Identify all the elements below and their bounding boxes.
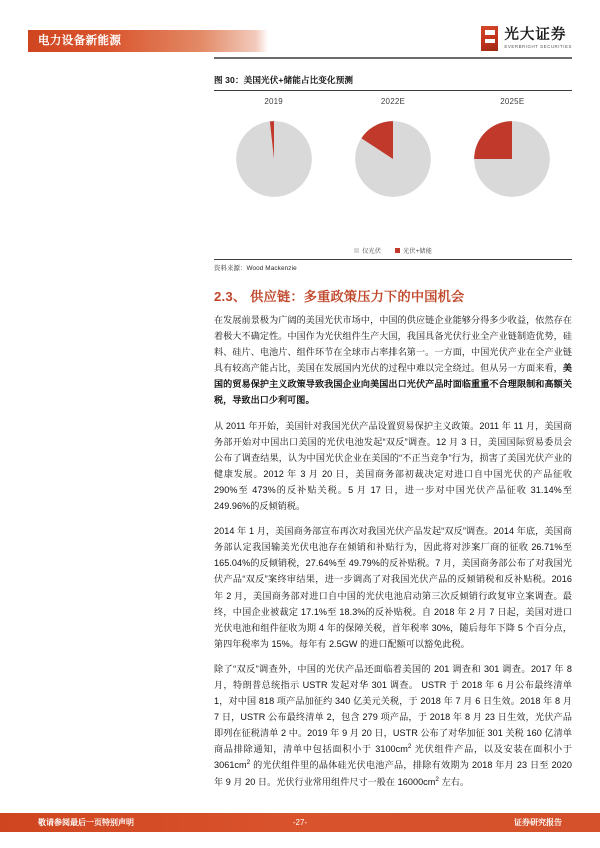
pie-panel-2022e bbox=[338, 97, 448, 203]
footer-page-number: -27- bbox=[292, 818, 308, 827]
footer-disclaimer: 敬请参阅最后一页特别声明 bbox=[38, 818, 134, 827]
legend-item-solar-storage bbox=[395, 246, 432, 255]
page-footer bbox=[0, 813, 600, 832]
header-category-label: 电力设备新能源 bbox=[38, 35, 122, 47]
figure-title: 图 30：美国光伏+储能占比变化预测 bbox=[214, 75, 354, 85]
legend-label-solar-only: 仅光伏 bbox=[362, 248, 381, 256]
legend-label-solar-storage: 光伏+储能 bbox=[403, 248, 432, 256]
legend-swatch-solar-storage bbox=[395, 248, 400, 253]
pie-chart-group bbox=[214, 91, 572, 259]
logo-text-block bbox=[504, 28, 572, 50]
legend-swatch-solar-only bbox=[354, 248, 359, 253]
logo-name-cn: 光大证券 bbox=[504, 26, 567, 43]
figure-block bbox=[214, 74, 572, 272]
pie-panel-2019 bbox=[219, 97, 329, 203]
pie-panel-2025e bbox=[457, 97, 567, 203]
everbright-logo-icon bbox=[481, 26, 498, 51]
pie-label-2022e: 2022E bbox=[380, 97, 406, 107]
paragraph-3: 2014 年 1 月，美国商务部宣布再次对我国光伏产品发起“双反”调查。2014 年底，美国商务部认定我国输美光伏电池存在倾销和补贴行为，因此将对涉案厂商的征收 26.71%至 165.04%的反倾销税，27.64%至 49.79%的反补贴税。7 月，美国商务部公布了对我国光伏产品“双反”案终审结果，进一步调高了对我国光伏产品的反倾销税和反补贴税。2016 年 2 月，美国商务部对进口自中国的光伏电池启动第三次反倾销行政复审立案调查。最终，中国企业被裁定 17.1%至 18.3%的反补贴税。自 2018 年 2 月 7 日起，美国对进口光伏电池和组件征收为期 4 年的保障关税，首年税率 30%，随后每年下降 5 个百分点，第四年税率为 15%。每年有 2.5GW 的进口配额可以豁免此税。 bbox=[214, 526, 572, 649]
chart-legend bbox=[214, 246, 572, 255]
legend-item-solar-only bbox=[354, 246, 381, 255]
pie-label-2019: 2019 bbox=[264, 97, 283, 107]
pie-svg-2019 bbox=[230, 115, 318, 203]
paragraph-2: 从 2011 年开始，美国针对我国光伏产品设置贸易保护主义政策。2011 年 11 月，美国商务部开始对中国出口美国的光伏电池发起“双反”调查。12 月 3 日，美国国际贸易委员会公布了调查结果，认为中国光伏企业在美国的“不正当竞争”行为，损害了美国光伏产业的健康发展。2012 年 3 月 20 日，美国商务部初裁决定对进口自中国光伏的产品征收 290%至 473%的反补贴关税。5 月 17 日，进一步对中国光伏产品征收 31.14%至 249.96%的反倾销税。 bbox=[214, 420, 572, 512]
page-header bbox=[0, 0, 600, 66]
pie-svg-2025e bbox=[468, 115, 556, 203]
section-heading: 2.3、 供应链：多重政策压力下的中国机会 bbox=[214, 289, 465, 304]
paragraph-4-seg1: 除了“双反”调查外，中国的光伏产品还面临着美国的 201 调查和 301 调查。2017 年 8 月，特朗普总统指示 USTR 发起对华 301 调查。 USTR 于 2018 年 6 月公布最终清单 1，对中国 818 项产品加征约 340 亿美元关税，于 2018 年 7 月 6 日生效。2018 年 8 月 7 日，USTR 公布最终清单 2，包含 279 项产品，于 2018 年 8 月 23 日生效，光伏产品即列在征税清单 2 中。2019 年 9 月 20 日，USTR 公布了对华加征 301 关税 160 亿清单商品排除通知，清单中包括面积小于 3100cm bbox=[214, 663, 572, 755]
paragraph-4-sup3: 2 bbox=[435, 775, 440, 783]
body-text-column bbox=[214, 312, 572, 790]
header-category-band bbox=[28, 30, 268, 52]
pie-panels bbox=[214, 97, 572, 203]
pie-svg-2022e bbox=[349, 115, 437, 203]
paragraph-4-seg3: 的光伏组件里的晶体硅光伏电池产品，排除有效期为 2018 年月 23 日至 2020 年 9 月 20 日。光伏行业常用组件尺寸一般在 16000cm bbox=[214, 760, 572, 787]
figure-source-note: 资料来源：Wood Mackenzie bbox=[214, 265, 297, 273]
paragraph-1 bbox=[214, 312, 572, 409]
paragraph-4 bbox=[214, 661, 572, 790]
footer-report-type: 证券研究报告 bbox=[514, 818, 562, 827]
paragraph-1-bold: 美国的贸易保护主义政策导致我国企业向美国出口光伏产品时面临重重不合理限制和高额关税，导致出口少利可图。 bbox=[214, 363, 572, 406]
paragraph-4-sup1: 2 bbox=[407, 743, 412, 751]
brand-logo bbox=[481, 26, 572, 51]
pie-label-2025e: 2025E bbox=[500, 97, 525, 107]
paragraph-4-seg2: 光伏组件产品，以及安装在面积小于 3061cm bbox=[214, 744, 572, 771]
header-divider bbox=[214, 57, 572, 59]
paragraph-1-normal: 在发展前景极为广阔的美国光伏市场中，中国的供应链企业能够分得多少收益，依然存在着极大不确定性。中国作为光伏组件生产大国，我国具备光伏行业全产业链制造优势，硅料、硅片、电池片、组件环节在全球市占率排名第一。一方面，中国光伏产业在全产业链具有较高产能占比，美国在发展国内光伏的过程中难以完全绕过。但从另一方面来看， bbox=[214, 315, 572, 374]
paragraph-4-sup2: 2 bbox=[246, 759, 251, 767]
logo-name-en: EVERBRIGHT SECURITIES bbox=[504, 44, 572, 50]
paragraph-4-seg4: 左右。 bbox=[439, 776, 470, 787]
